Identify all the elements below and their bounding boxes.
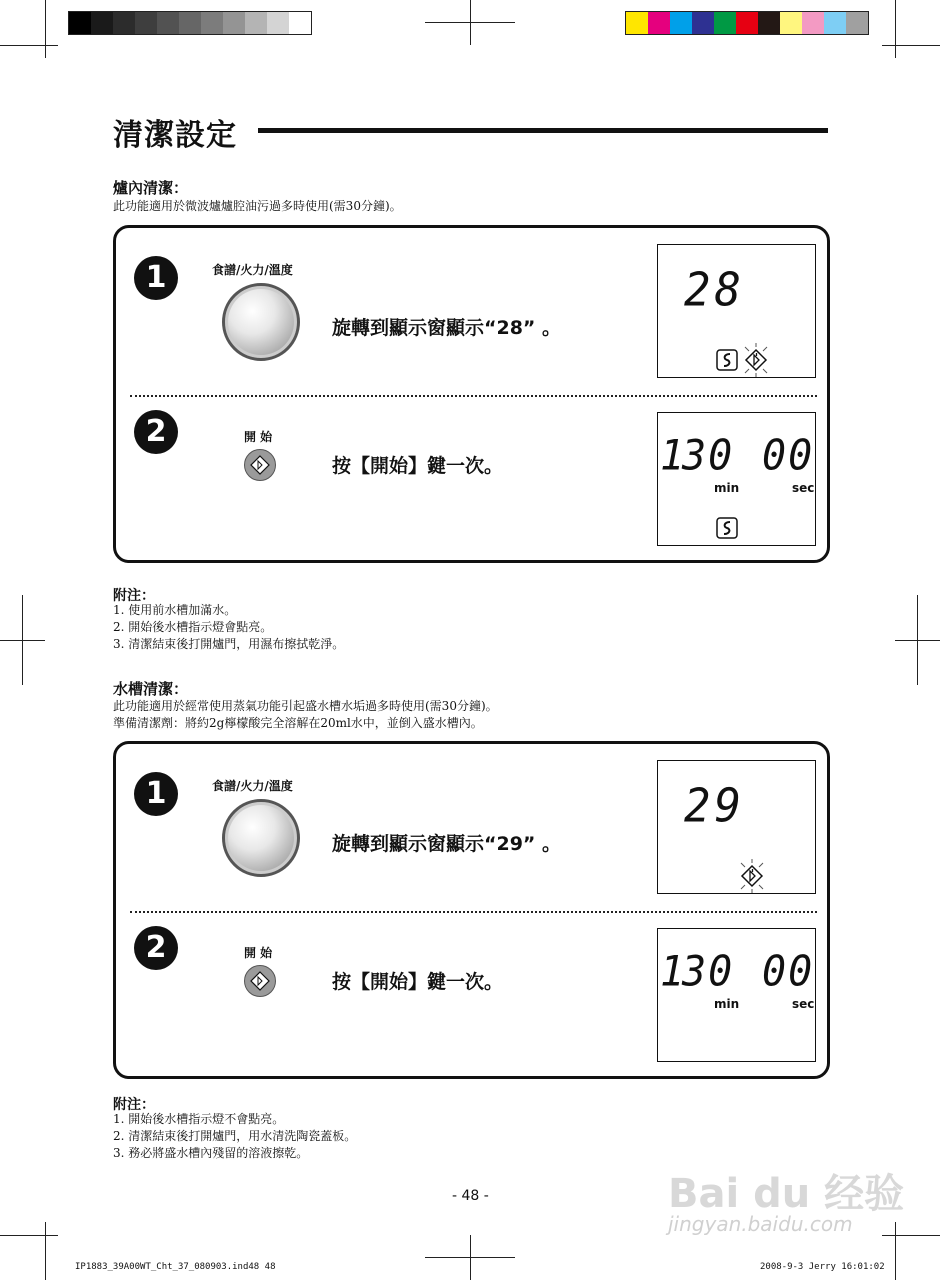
crop-mark: [882, 1235, 940, 1236]
crop-mark: [0, 45, 58, 46]
start-button[interactable]: [244, 965, 276, 997]
calibration-swatch: [648, 12, 670, 34]
calibration-swatch: [736, 12, 758, 34]
note-item: 3. 務必將盛水槽內殘留的溶液擦乾。: [113, 1146, 309, 1160]
calibration-swatch: [201, 12, 223, 34]
step-instruction: 旋轉到顯示窗顯示“28” 。: [332, 317, 562, 339]
start-button[interactable]: [244, 449, 276, 481]
note-item: 2. 開始後水槽指示燈會點亮。: [113, 620, 273, 634]
min-unit: min: [714, 997, 740, 1011]
note-item: 1. 使用前水槽加滿水。: [113, 603, 237, 617]
step-number: 2: [134, 926, 178, 970]
calibration-swatch: [267, 12, 289, 34]
recipe-dial[interactable]: [222, 799, 300, 877]
lcd-seconds: 00: [762, 947, 815, 997]
lcd-minutes: 30: [682, 431, 735, 481]
step-instruction: 按【開始】鍵一次。: [332, 971, 504, 993]
calibration-swatch: [91, 12, 113, 34]
crop-mark: [45, 1222, 46, 1280]
step-number: 1: [134, 772, 178, 816]
notes-heading: 附注：: [113, 1097, 155, 1113]
step-divider: [130, 911, 817, 913]
calibration-swatch: [802, 12, 824, 34]
dial-label: 食譜/火力/溫度: [212, 263, 293, 277]
crop-mark: [425, 22, 515, 23]
section2-description: 此功能適用於經常使用蒸氣功能引起盛水槽水垢過多時使用(需30分鐘)。: [113, 699, 498, 713]
note-item: 2. 清潔結束後打開爐門，用水清洗陶瓷蓋板。: [113, 1129, 357, 1143]
start-button-label: 開 始: [244, 946, 273, 960]
section2-preparation: 準備清潔劑：將約2g檸檬酸完全溶解在20ml水中，並倒入盛水槽內。: [113, 716, 483, 730]
section1-heading: 爐內清潔：: [113, 179, 189, 197]
page-number: - 48 -: [452, 1188, 489, 1204]
sec-unit: sec: [792, 481, 815, 495]
notes-list: [113, 1111, 356, 1162]
start-button-label: 開 始: [244, 430, 273, 444]
color-calibration-bar: [625, 11, 869, 35]
notes-heading: 附注：: [113, 588, 155, 604]
step-instruction: 旋轉到顯示窗顯示“29” 。: [332, 833, 562, 855]
baidu-watermark-url: jingyan.baidu.com: [668, 1212, 853, 1236]
calibration-swatch: [846, 12, 868, 34]
sec-unit: sec: [792, 997, 815, 1011]
start-diamond-icon: [245, 966, 275, 996]
step-divider: [130, 395, 817, 397]
crop-mark: [895, 0, 896, 58]
start-diamond-icon: [245, 450, 275, 480]
footer-file-info: IP1883_39A00WT_Cht_37_080903.ind48 48: [75, 1262, 276, 1272]
calibration-swatch: [758, 12, 780, 34]
calibration-swatch: [714, 12, 736, 34]
section2-steps-box: [113, 741, 830, 1079]
lcd-hours: 1: [660, 431, 685, 481]
start-diamond-blinking-icon: [740, 343, 772, 377]
baidu-watermark: Bai du 经验: [668, 1171, 905, 1217]
page-title: 清潔設定: [113, 118, 237, 153]
notes-list: [113, 602, 344, 653]
lcd-seconds: 00: [762, 431, 815, 481]
lcd-minutes: 30: [682, 947, 735, 997]
section1-steps-box: [113, 225, 830, 563]
step-number: 2: [134, 410, 178, 454]
lcd-hours: 1: [660, 947, 685, 997]
crop-mark: [895, 640, 940, 641]
footer-timestamp: 2008-9-3 Jerry 16:01:02: [760, 1262, 885, 1272]
note-item: 1. 開始後水槽指示燈不會點亮。: [113, 1112, 285, 1126]
crop-mark: [882, 45, 940, 46]
calibration-swatch: [69, 12, 91, 34]
lcd-display: [657, 928, 816, 1062]
calibration-swatch: [157, 12, 179, 34]
calibration-swatch: [289, 12, 311, 34]
calibration-swatch: [780, 12, 802, 34]
lcd-display: [657, 244, 816, 378]
calibration-swatch: [179, 12, 201, 34]
lcd-display: [657, 412, 816, 546]
crop-mark: [45, 0, 46, 58]
start-diamond-blinking-icon: [736, 859, 768, 893]
crop-mark: [895, 1222, 896, 1280]
step-number: 1: [134, 256, 178, 300]
calibration-swatch: [113, 12, 135, 34]
dial-label: 食譜/火力/溫度: [212, 779, 293, 793]
section2-heading: 水槽清潔：: [113, 680, 189, 698]
steam-clean-icon: [716, 349, 738, 371]
calibration-swatch: [824, 12, 846, 34]
lcd-value: 29: [684, 779, 745, 834]
calibration-swatch: [692, 12, 714, 34]
calibration-swatch: [626, 12, 648, 34]
crop-mark: [0, 640, 45, 641]
calibration-swatch: [223, 12, 245, 34]
title-rule: [258, 128, 828, 133]
recipe-dial[interactable]: [222, 283, 300, 361]
grayscale-calibration-bar: [68, 11, 312, 35]
note-item: 3. 清潔結束後打開爐門，用濕布擦拭乾淨。: [113, 637, 345, 651]
crop-mark: [425, 1257, 515, 1258]
calibration-swatch: [135, 12, 157, 34]
steam-clean-icon: [716, 517, 738, 539]
lcd-display: [657, 760, 816, 894]
section1-description: 此功能適用於微波爐爐腔油污過多時使用(需30分鐘)。: [113, 199, 402, 213]
calibration-swatch: [245, 12, 267, 34]
step-instruction: 按【開始】鍵一次。: [332, 455, 504, 477]
calibration-swatch: [670, 12, 692, 34]
min-unit: min: [714, 481, 740, 495]
crop-mark: [0, 1235, 58, 1236]
lcd-value: 28: [684, 263, 745, 318]
